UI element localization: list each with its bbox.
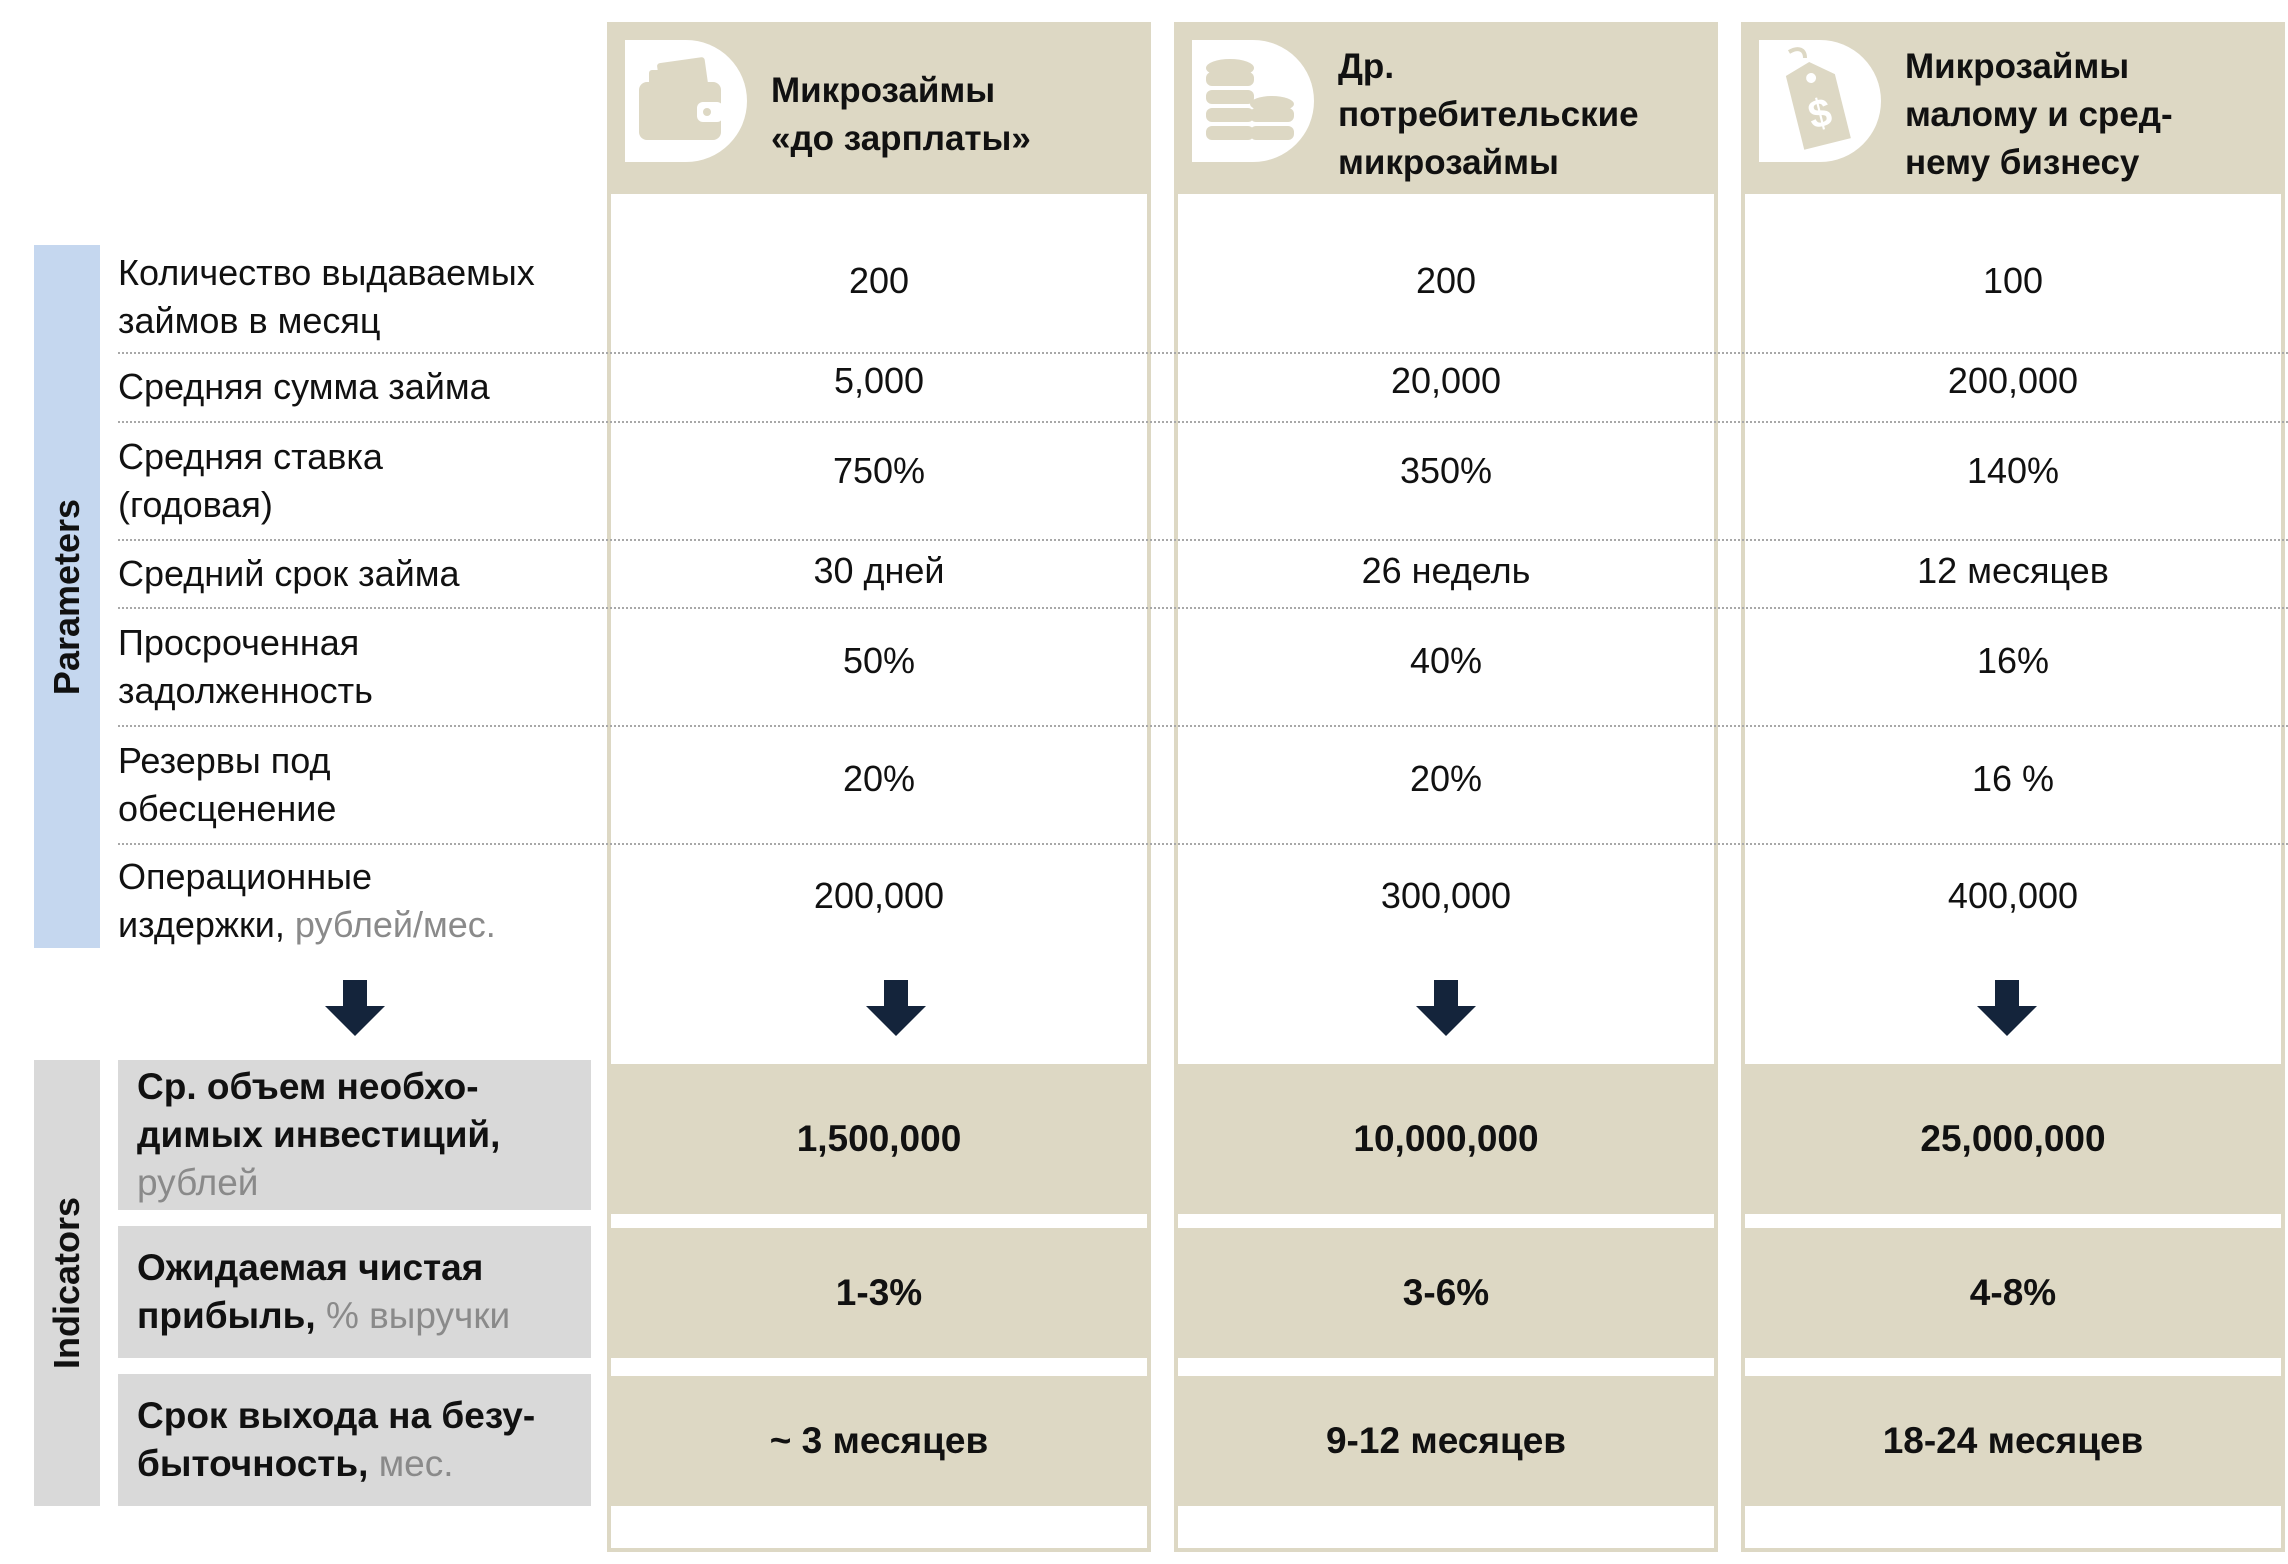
value-cell: 26 недель: [1361, 550, 1531, 591]
row-separator: [118, 607, 2288, 609]
row-separator: [118, 421, 2288, 423]
unit-text: рублей: [137, 1162, 259, 1203]
indicator-value: 3-6%: [1178, 1228, 1714, 1358]
parameter-label: Просроченная задолженность: [118, 622, 373, 711]
icon-badge: [625, 40, 747, 162]
value-cell: 200: [1415, 260, 1477, 301]
parameter-label: Средний срок займа: [118, 553, 460, 594]
parameter-label: Количество выдаваемых займов в месяц: [118, 252, 535, 341]
indicator-value: 1,500,000: [611, 1064, 1147, 1214]
column-title: Микрозаймы «до зарплаты»: [771, 71, 1031, 158]
wallet-icon: [625, 40, 747, 162]
down-arrow-icon: [1977, 980, 2037, 1036]
row-separator: [118, 725, 2288, 727]
value-cell: 20,000: [1390, 360, 1502, 401]
value-cell: 30 дней: [813, 550, 945, 591]
value-cell: 50%: [842, 640, 916, 681]
value-cell: 20%: [1409, 758, 1483, 799]
column-header: [1178, 26, 1714, 194]
value-cell: 200: [848, 260, 910, 301]
row-separator: [118, 539, 2288, 541]
unit-text: мес.: [378, 1443, 454, 1484]
indicator-value: 10,000,000: [1178, 1064, 1714, 1214]
unit-text: % выручки: [325, 1295, 511, 1336]
product-column-consumer: [1174, 22, 1718, 1552]
value-cell: 12 месяцев: [1917, 550, 2109, 591]
icon-badge: [1192, 40, 1314, 162]
column-header: [611, 26, 1147, 194]
indicator-value: 1-3%: [611, 1228, 1147, 1358]
price-tag-icon: [1759, 40, 1881, 162]
product-column-business: [1741, 22, 2285, 1552]
indicator-value: 9-12 месяцев: [1178, 1376, 1714, 1506]
value-cell: 200,000: [813, 875, 945, 916]
down-arrow-icon: [1416, 980, 1476, 1036]
indicators-section-label: Indicators: [46, 1196, 88, 1370]
svg-text:$: $: [1803, 89, 1837, 138]
indicator-label: Срок выхода на безу- быточность, мес.: [118, 1374, 591, 1506]
unit-text: рублей/мес.: [294, 904, 496, 945]
parameter-label: Операционные издержки, рублей/мес.: [118, 856, 496, 945]
indicator-label: Ожидаемая чистая прибыль, % выручки: [118, 1226, 591, 1358]
indicator-value: 18-24 месяцев: [1745, 1376, 2281, 1506]
coins-icon: [1192, 40, 1314, 162]
value-cell: 750%: [832, 450, 926, 491]
column-header: [1745, 26, 2281, 194]
value-cell: 100: [1982, 260, 2044, 301]
down-arrow-icon: [325, 980, 385, 1036]
product-column-payday: [607, 22, 1151, 1552]
indicator-value: ~ 3 месяцев: [611, 1376, 1147, 1506]
column-title: Микрозаймы малому и сред- нему бизнесу: [1905, 47, 2173, 182]
indicator-label: Ср. объем необхо- димых инвестиций, рублей: [118, 1060, 591, 1210]
value-cell: 40%: [1409, 640, 1483, 681]
value-cell: 5,000: [833, 360, 925, 401]
column-title: Др. потребительские микрозаймы: [1338, 47, 1639, 182]
indicator-value: 4-8%: [1745, 1228, 2281, 1358]
value-cell: 400,000: [1947, 875, 2079, 916]
icon-badge: [1759, 40, 1881, 162]
value-cell: 16 %: [1971, 758, 2055, 799]
value-cell: 16%: [1976, 640, 2050, 681]
parameter-label: Резервы под обесценение: [118, 740, 337, 829]
down-arrow-icon: [866, 980, 926, 1036]
parameters-section-label: Parameters: [46, 498, 88, 695]
indicators-section-bar: [34, 1060, 100, 1506]
parameter-label: Средняя ставка (годовая): [118, 436, 383, 525]
value-cell: 20%: [842, 758, 916, 799]
parameters-section-bar: [34, 245, 100, 948]
value-cell: 350%: [1399, 450, 1493, 491]
parameter-label: Средняя сумма займа: [118, 366, 490, 407]
row-separator: [118, 843, 2288, 845]
value-cell: 300,000: [1380, 875, 1512, 916]
value-cell: 140%: [1966, 450, 2060, 491]
row-separator: [118, 352, 2288, 354]
indicator-value: 25,000,000: [1745, 1064, 2281, 1214]
value-cell: 200,000: [1947, 360, 2079, 401]
